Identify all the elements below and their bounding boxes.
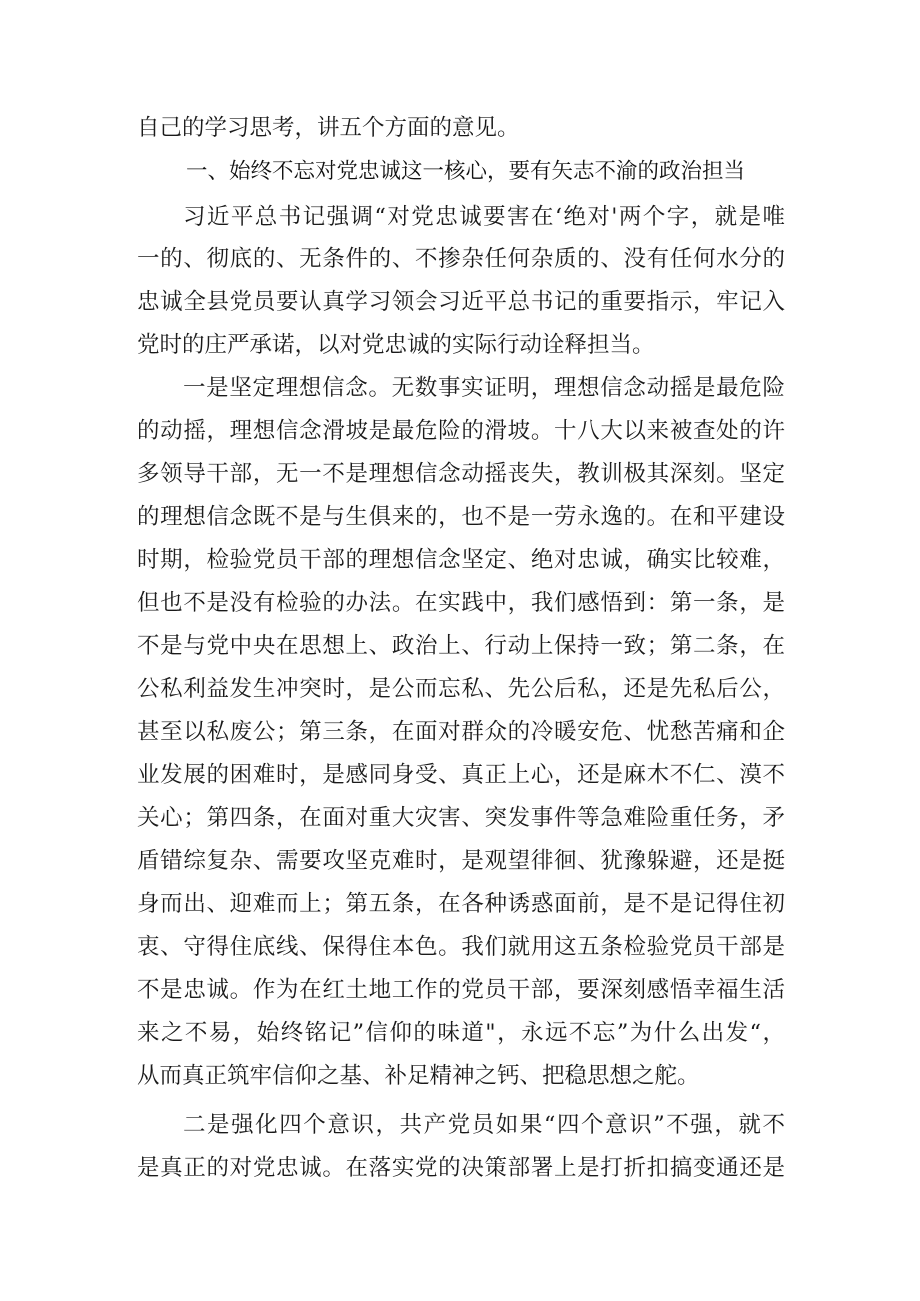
text-line: 二是强化四个意识，共产党员如果“四个意识”不强，就不 <box>183 1112 785 1138</box>
text-line: 身而出、迎难而上；第五条，在各种诱惑面前，是不是记得住初 <box>137 891 785 917</box>
text-line: 的动摇，理想信念滑坡是最危险的滑坡。十八大以来被查处的许 <box>137 418 785 444</box>
text-line: 衷、守得住底线、保得住本色。我们就用这五条检验党员干部是 <box>137 934 785 960</box>
text-line: 习近平总书记强调“对党忠诚要害在‘绝对'两个字，就是唯 <box>183 204 785 230</box>
section-heading: 一、始终不忘对党忠诚这一核心，要有矢志不渝的政治担当 <box>186 159 746 184</box>
text-line: 自己的学习思考，讲五个方面的意见。 <box>137 115 520 141</box>
text-line: 甚至以私废公；第三条，在面对群众的冷暖安危、忧愁苦痛和企 <box>137 719 785 745</box>
text-line: 从而真正筑牢信仰之基、补足精神之钙、把稳思想之舵。 <box>137 1063 700 1089</box>
text-line: 一的、彻底的、无条件的、不掺杂任何杂质的、没有任何水分的 <box>137 246 785 272</box>
text-line: 忠诚全县党员要认真学习领会习近平总书记的重要指示，牢记入 <box>137 289 785 315</box>
text-line: 不是忠诚。作为在红土地工作的党员干部，要深刻感悟幸福生活 <box>137 977 785 1003</box>
text-line: 是真正的对党忠诚。在落实党的决策部署上是打折扣搞变通还是 <box>137 1155 785 1181</box>
text-line: 业发展的困难时，是感同身受、真正上心，还是麻木不仁、漠不 <box>137 762 785 788</box>
text-line: 关心；第四条，在面对重大灾害、突发事件等急难险重任务，矛 <box>137 805 785 831</box>
text-line: 多领导干部，无一不是理想信念动摇丧失，教训极其深刻。坚定 <box>137 461 785 487</box>
text-line: 公私利益发生冲突时，是公而忘私、先公后私，还是先私后公， <box>137 676 785 702</box>
text-line: 的理想信念既不是与生俱来的，也不是一劳永逸的。在和平建设 <box>137 504 785 530</box>
text-line: 党时的庄严承诺，以对党忠诚的实际行动诠释担当。 <box>137 332 655 358</box>
text-line: 来之不易，始终铭记”信仰的味道"，永远不忘”为什么出发“， <box>137 1020 785 1046</box>
text-line: 一是坚定理想信念。无数事实证明，理想信念动摇是最危险 <box>183 375 785 401</box>
text-line: 盾错综复杂、需要攻坚克难时，是观望徘徊、犹豫躲避，还是挺 <box>137 848 785 874</box>
text-line: 但也不是没有检验的办法。在实践中，我们感悟到：第一条，是 <box>137 590 785 616</box>
text-line: 时期，检验党员干部的理想信念坚定、绝对忠诚，确实比较难， <box>137 547 785 573</box>
text-line: 不是与党中央在思想上、政治上、行动上保持一致；第二条，在 <box>137 633 785 659</box>
